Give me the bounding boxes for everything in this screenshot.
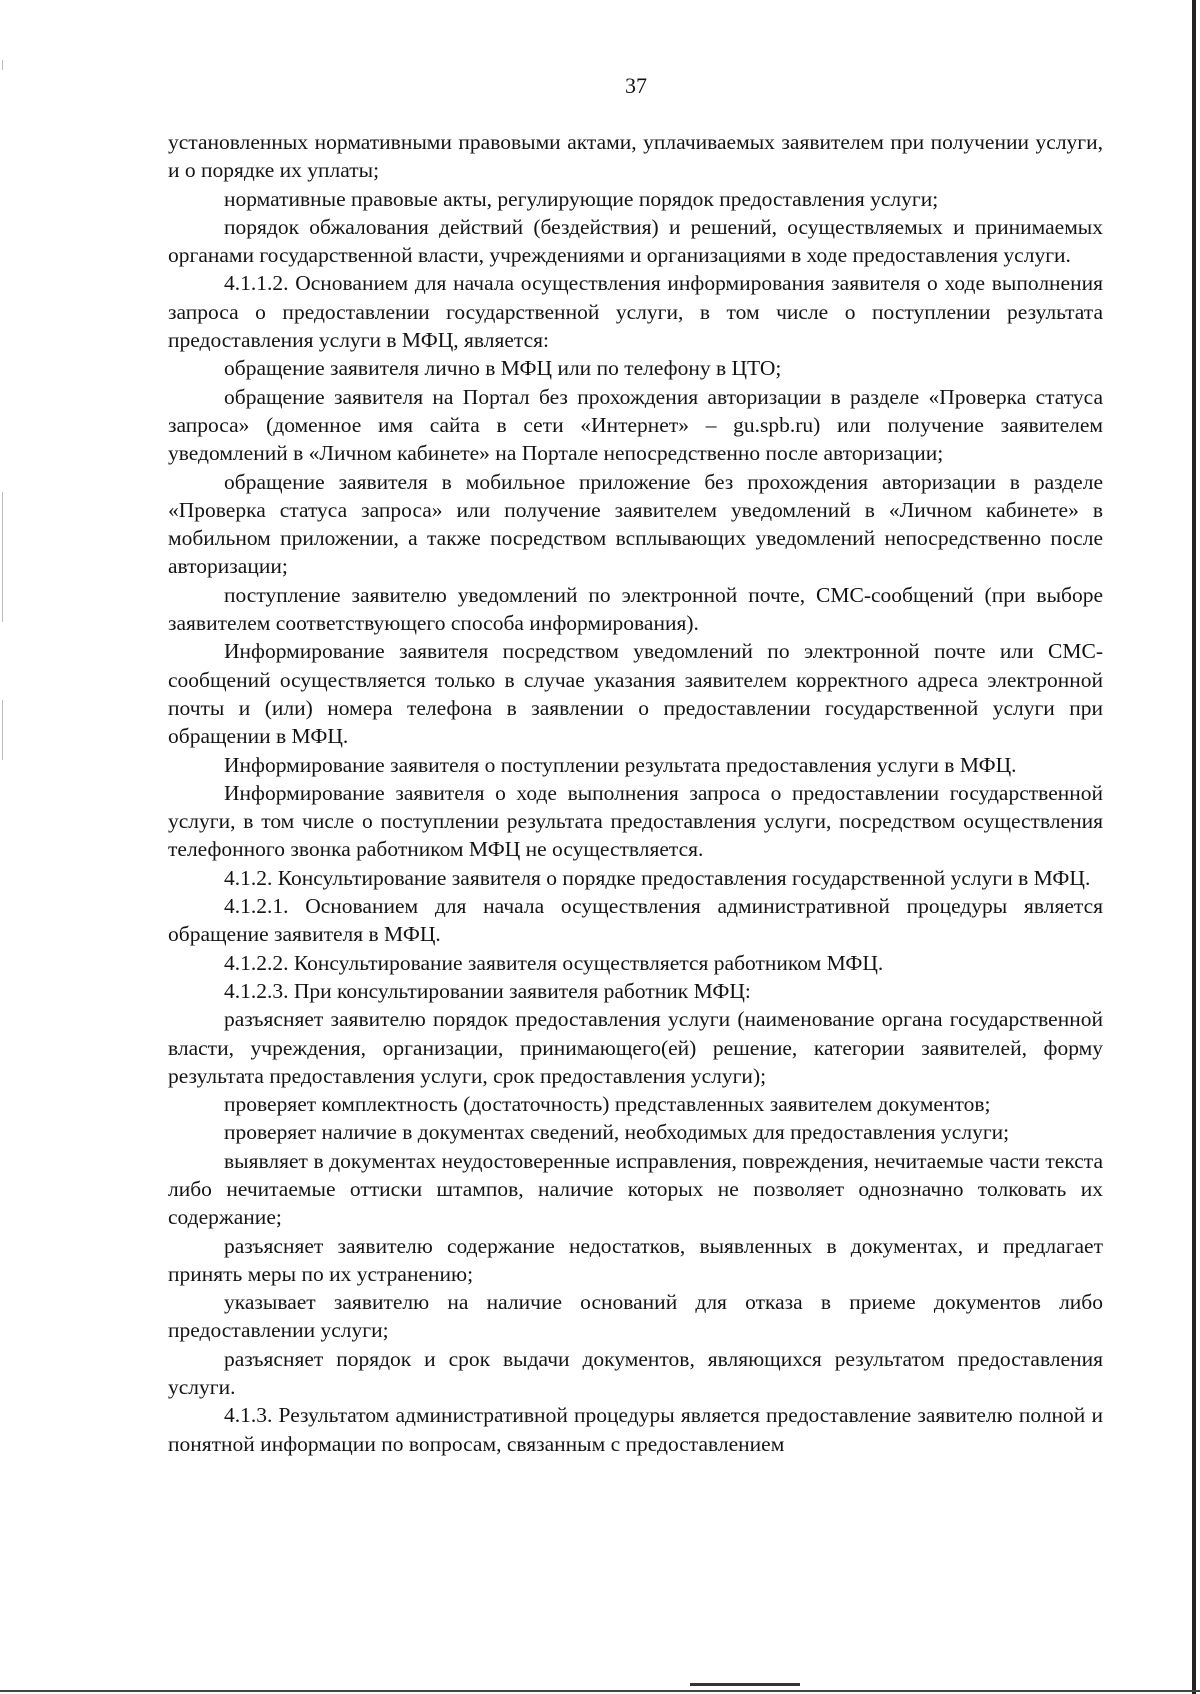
paragraph: проверяет комплектность (достаточность) представленных заявителем документов; <box>224 1092 991 1117</box>
scan-bottom-border <box>0 1690 1200 1692</box>
paragraph: разъясняет заявителю порядок предоставления услуги (наименование органа государственной власти, учреждения, организации, принимающего(ей) решение, категории заявителей, форму результата предоставления услуги, срок предоставления услуги); <box>168 1007 1103 1088</box>
paragraph: установленных нормативными правовыми актами, уплачиваемых заявителем при получении услуги, и о порядке их уплаты; <box>168 130 1103 183</box>
paragraph: 4.1.2.1. Основанием для начала осуществления административной процедуры является обращение заявителя в МФЦ. <box>168 894 1103 947</box>
scan-left-tick <box>2 700 3 760</box>
paragraph: разъясняет порядок и срок выдачи документов, являющихся результатом предоставления услуги. <box>168 1346 1103 1400</box>
paragraph: разъясняет заявителю содержание недостатков, выявленных в документах, и предлагает принять меры по их устранению; <box>168 1233 1103 1286</box>
scan-left-tick <box>2 492 3 622</box>
paragraph: нормативные правовые акты, регулирующие порядок предоставления услуги; <box>224 186 939 211</box>
paragraph: 4.1.2.2. Консультирование заявителя осуществляется работником МФЦ. <box>224 950 884 975</box>
paragraph: 4.1.3. Результатом административной процедуры является предоставление заявителю полной и понятной информации по вопросам, связанным с предоставлением <box>168 1403 1103 1456</box>
paragraph: порядок обжалования действий (бездействия) и решений, осуществляемых и принимаемых органами государственной власти, учреждениями и организациями в ходе предоставления услуги. <box>168 214 1103 268</box>
paragraph: обращение заявителя на Портал без прохождения авторизации в разделе «Проверка статуса запроса» (доменное имя сайта в сети «Интернет» – gu.spb.ru) или получение заявителем уведомлений в «Личном кабинете» на Портале непосредственно после авторизации; <box>168 384 1103 466</box>
paragraph: указывает заявителю на наличие оснований для отказа в приеме документов либо предоставлении услуги; <box>168 1290 1103 1343</box>
scan-right-border <box>1192 0 1196 1694</box>
paragraph: Информирование заявителя посредством уведомлений по электронной почте или СМС-сообщений осуществляется только в случае указания заявителем корректного адреса электронной почты и (или) номера телефона в заявлении о предоставлении государственной услуги при обращении в МФЦ. <box>168 639 1103 749</box>
paragraph: Информирование заявителя о ходе выполнения запроса о предоставлении государственной услуги, в том числе о поступлении результата предоставления услуги, посредством осуществления телефонного звонка работником МФЦ не осуществляется. <box>168 780 1103 862</box>
paragraph: обращение заявителя лично в МФЦ или по телефону в ЦТО; <box>224 356 782 381</box>
paragraph: проверяет наличие в документах сведений, необходимых для предоставления услуги; <box>224 1120 1010 1145</box>
paragraph: 4.1.1.2. Основанием для начала осуществления информирования заявителя о ходе выполнения запроса о предоставлении государственной услуги, в том числе о поступлении результата предоставления услуги в МФЦ, является: <box>168 271 1103 353</box>
paragraph: обращение заявителя в мобильное приложение без прохождения авторизации в разделе «Проверка статуса запроса» или получение заявителем уведомлений в «Личном кабинете» в мобильном приложении, а также посредством всплывающих уведомлений непосредственно после авторизации; <box>168 469 1103 579</box>
paragraph: 4.1.2. Консультирование заявителя о порядке предоставления государственной услуги в МФЦ. <box>224 865 1091 890</box>
paragraph: поступление заявителю уведомлений по электронной почте, СМС-сообщений (при выборе заявителем соответствующего способа информирования). <box>168 582 1103 636</box>
document-body <box>168 128 1103 1458</box>
page-number: 37 <box>625 73 647 98</box>
paragraph: выявляет в документах неудостоверенные исправления, повреждения, нечитаемые части текста либо нечитаемые оттиски штампов, наличие которых не позволяет однозначно толковать их содержание; <box>168 1148 1103 1230</box>
scan-left-tick <box>2 60 3 70</box>
paragraph: Информирование заявителя о поступлении результата предоставления услуги в МФЦ. <box>224 752 1017 777</box>
paragraph: 4.1.2.3. При консультировании заявителя работник МФЦ: <box>224 978 751 1003</box>
scan-bottom-mark <box>690 1683 800 1686</box>
